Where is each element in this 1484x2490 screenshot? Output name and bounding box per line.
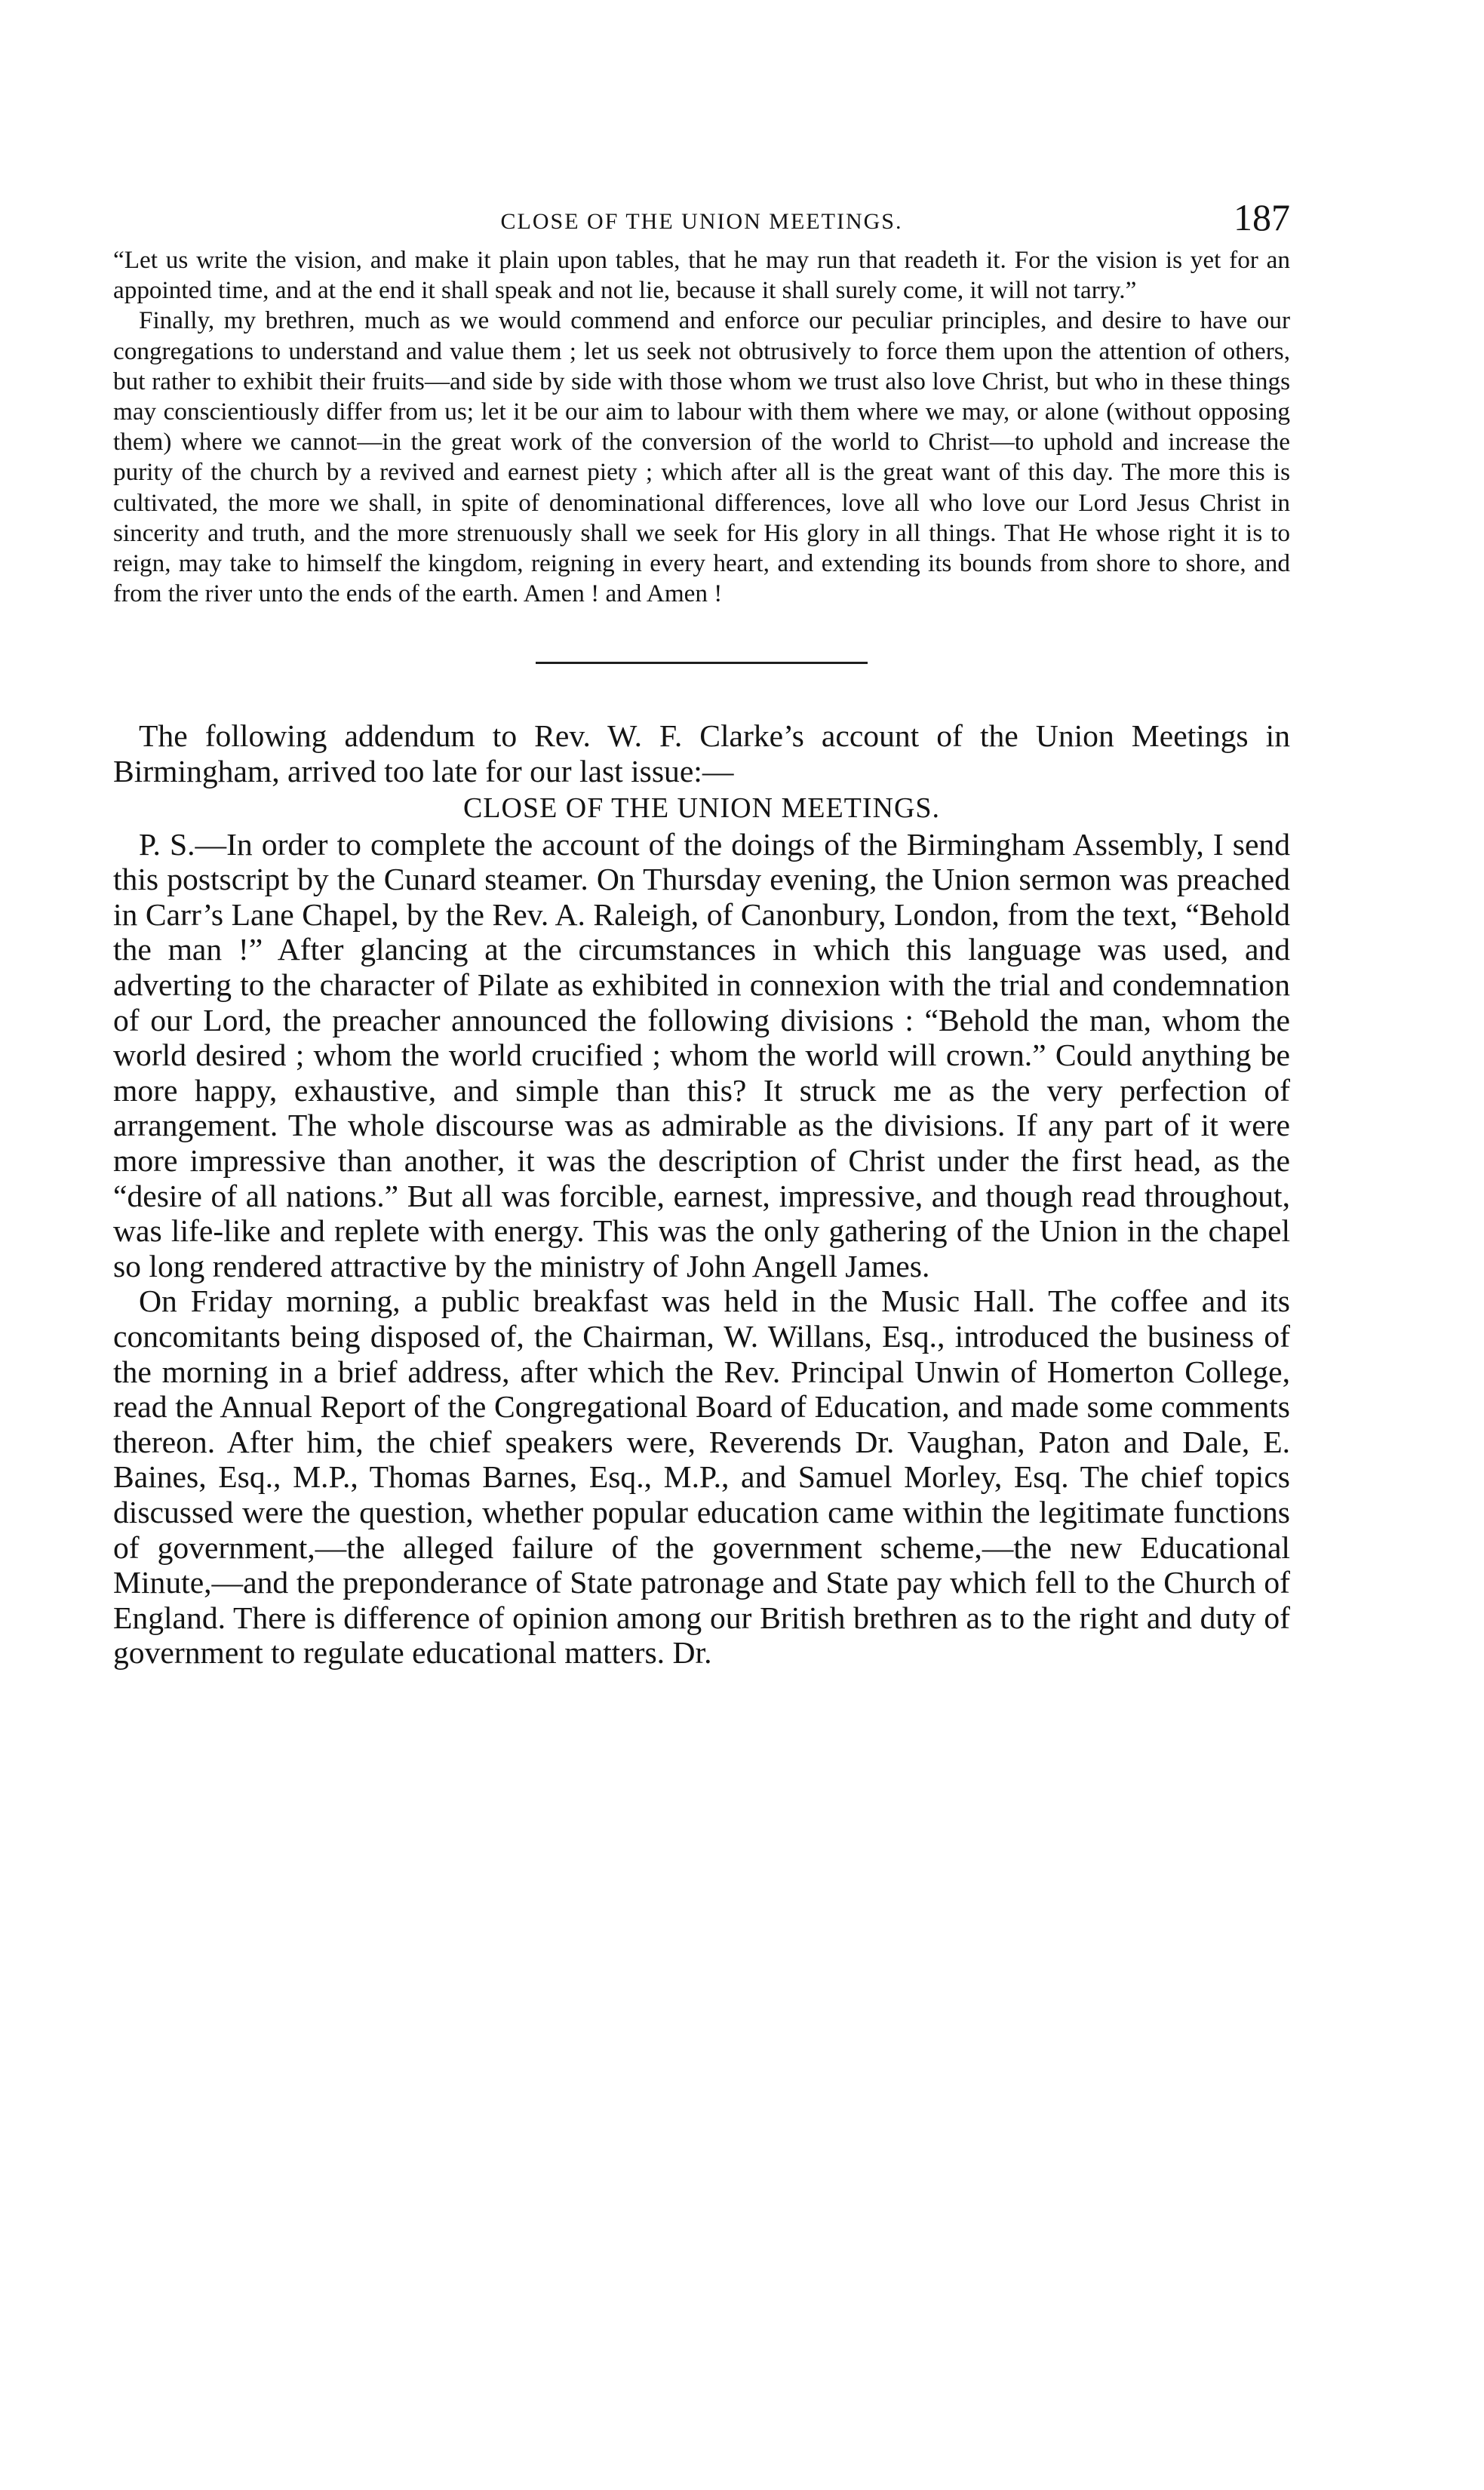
- addendum-heading: CLOSE OF THE UNION MEETINGS.: [462, 792, 941, 824]
- section-divider: [536, 662, 868, 664]
- friday-breakfast-paragraph: On Friday morning, a public breakfast was held in the Music Hall. The coffee and its concomitants being disposed of, the Chairman, W. Willans, Esq., introduced the business of the morning in a brief address, after which the Rev. Principal Unwin of Homerton College, read the Annual Report of the Congregational Board of Education, and made some comments thereon. After him, the chief speakers were, Reverends Dr. Vaughan, Paton and Dale, E. Baines, Esq., M.P., Thomas Barnes, Esq., M.P., and Samuel Morley, Esq. The chief topics discussed were the question, whether popular education came within the legitimate functions of government,—the alleged failure of the government scheme,—the new Educational Minute,—and the preponderance of State patronage and State pay which fell to the Church of England. There is difference of opinion among our British brethren as to the right and duty of government to regulate educational matters. Dr.: [113, 1283, 1290, 1671]
- running-title: CLOSE OF THE UNION MEETINGS.: [500, 209, 903, 234]
- running-head: [113, 192, 1290, 245]
- closing-exhortation-paragraph: Finally, my brethren, much as we would commend and enforce our peculiar principles, and desire to have our congregations to understand and value them ; let us seek not obtrusively to force them upon the attention of others, but rather to exhibit their fruits—and side by side with those whom we trust also love Christ, but who in these things may conscientiously differ from us; let it be our aim to labour with them where we may, or alone (without opposing them) where we cannot—in the great work of the conversion of the world to Christ—to uphold and increase the purity of the church by a revived and earnest piety ; which after all is the great want of this day. The more this is cultivated, the more we shall, in spite of denominational differences, love all who love our Lord Jesus Christ in sincerity and truth, and the more strenuously shall we seek for His glory in all things. That He whose right it is to reign, may take to himself the kingdom, reigning in every heart, and extending its bounds from shore to shore, and from the river unto the ends of the earth. Amen ! and Amen !: [113, 306, 1290, 608]
- postscript-paragraph: P. S.—In order to complete the account of the doings of the Birmingham Assembly, I send this postscript by the Cunard steamer. On Thursday evening, the Union sermon was preached in Carr’s Lane Chapel, by the Rev. A. Raleigh, of Canonbury, London, from the text, “Behold the man !” After glancing at the circumstances in which this language was used, and adverting to the character of Pilate as exhibited in connexion with the trial and condemnation of our Lord, the preacher announced the following divisions : “Behold the man, whom the world desired ; whom the world crucified ; whom the world will crown.” Could anything be more happy, exhaustive, and simple than this? It struck me as the very perfection of arrangement. The whole discourse was as admirable as the divisions. If any part of it were more impressive than another, it was the description of Christ under the first head, as the “desire of all nations.” But all was forcible, earnest, impressive, and though read throughout, was life-like and replete with energy. This was the only gathering of the Union in the chapel so long rendered attractive by the ministry of John Angell James.: [113, 826, 1290, 1283]
- addendum-section: [113, 718, 1290, 1670]
- book-page: [113, 192, 1290, 1671]
- scripture-quote-paragraph: “Let us write the vision, and make it plain upon tables, that he may run that readeth it. For the vision is yet for an appointed time, and at the end it shall speak and not lie, because it shall surely come, it will not tarry.”: [113, 246, 1290, 305]
- addendum-intro: The following addendum to Rev. W. F. Clarke’s account of the Union Meetings in Birmingham, arrived too late for our last issue:—: [113, 718, 1290, 789]
- sermon-close: [113, 245, 1290, 609]
- page-number: 187: [1234, 196, 1290, 238]
